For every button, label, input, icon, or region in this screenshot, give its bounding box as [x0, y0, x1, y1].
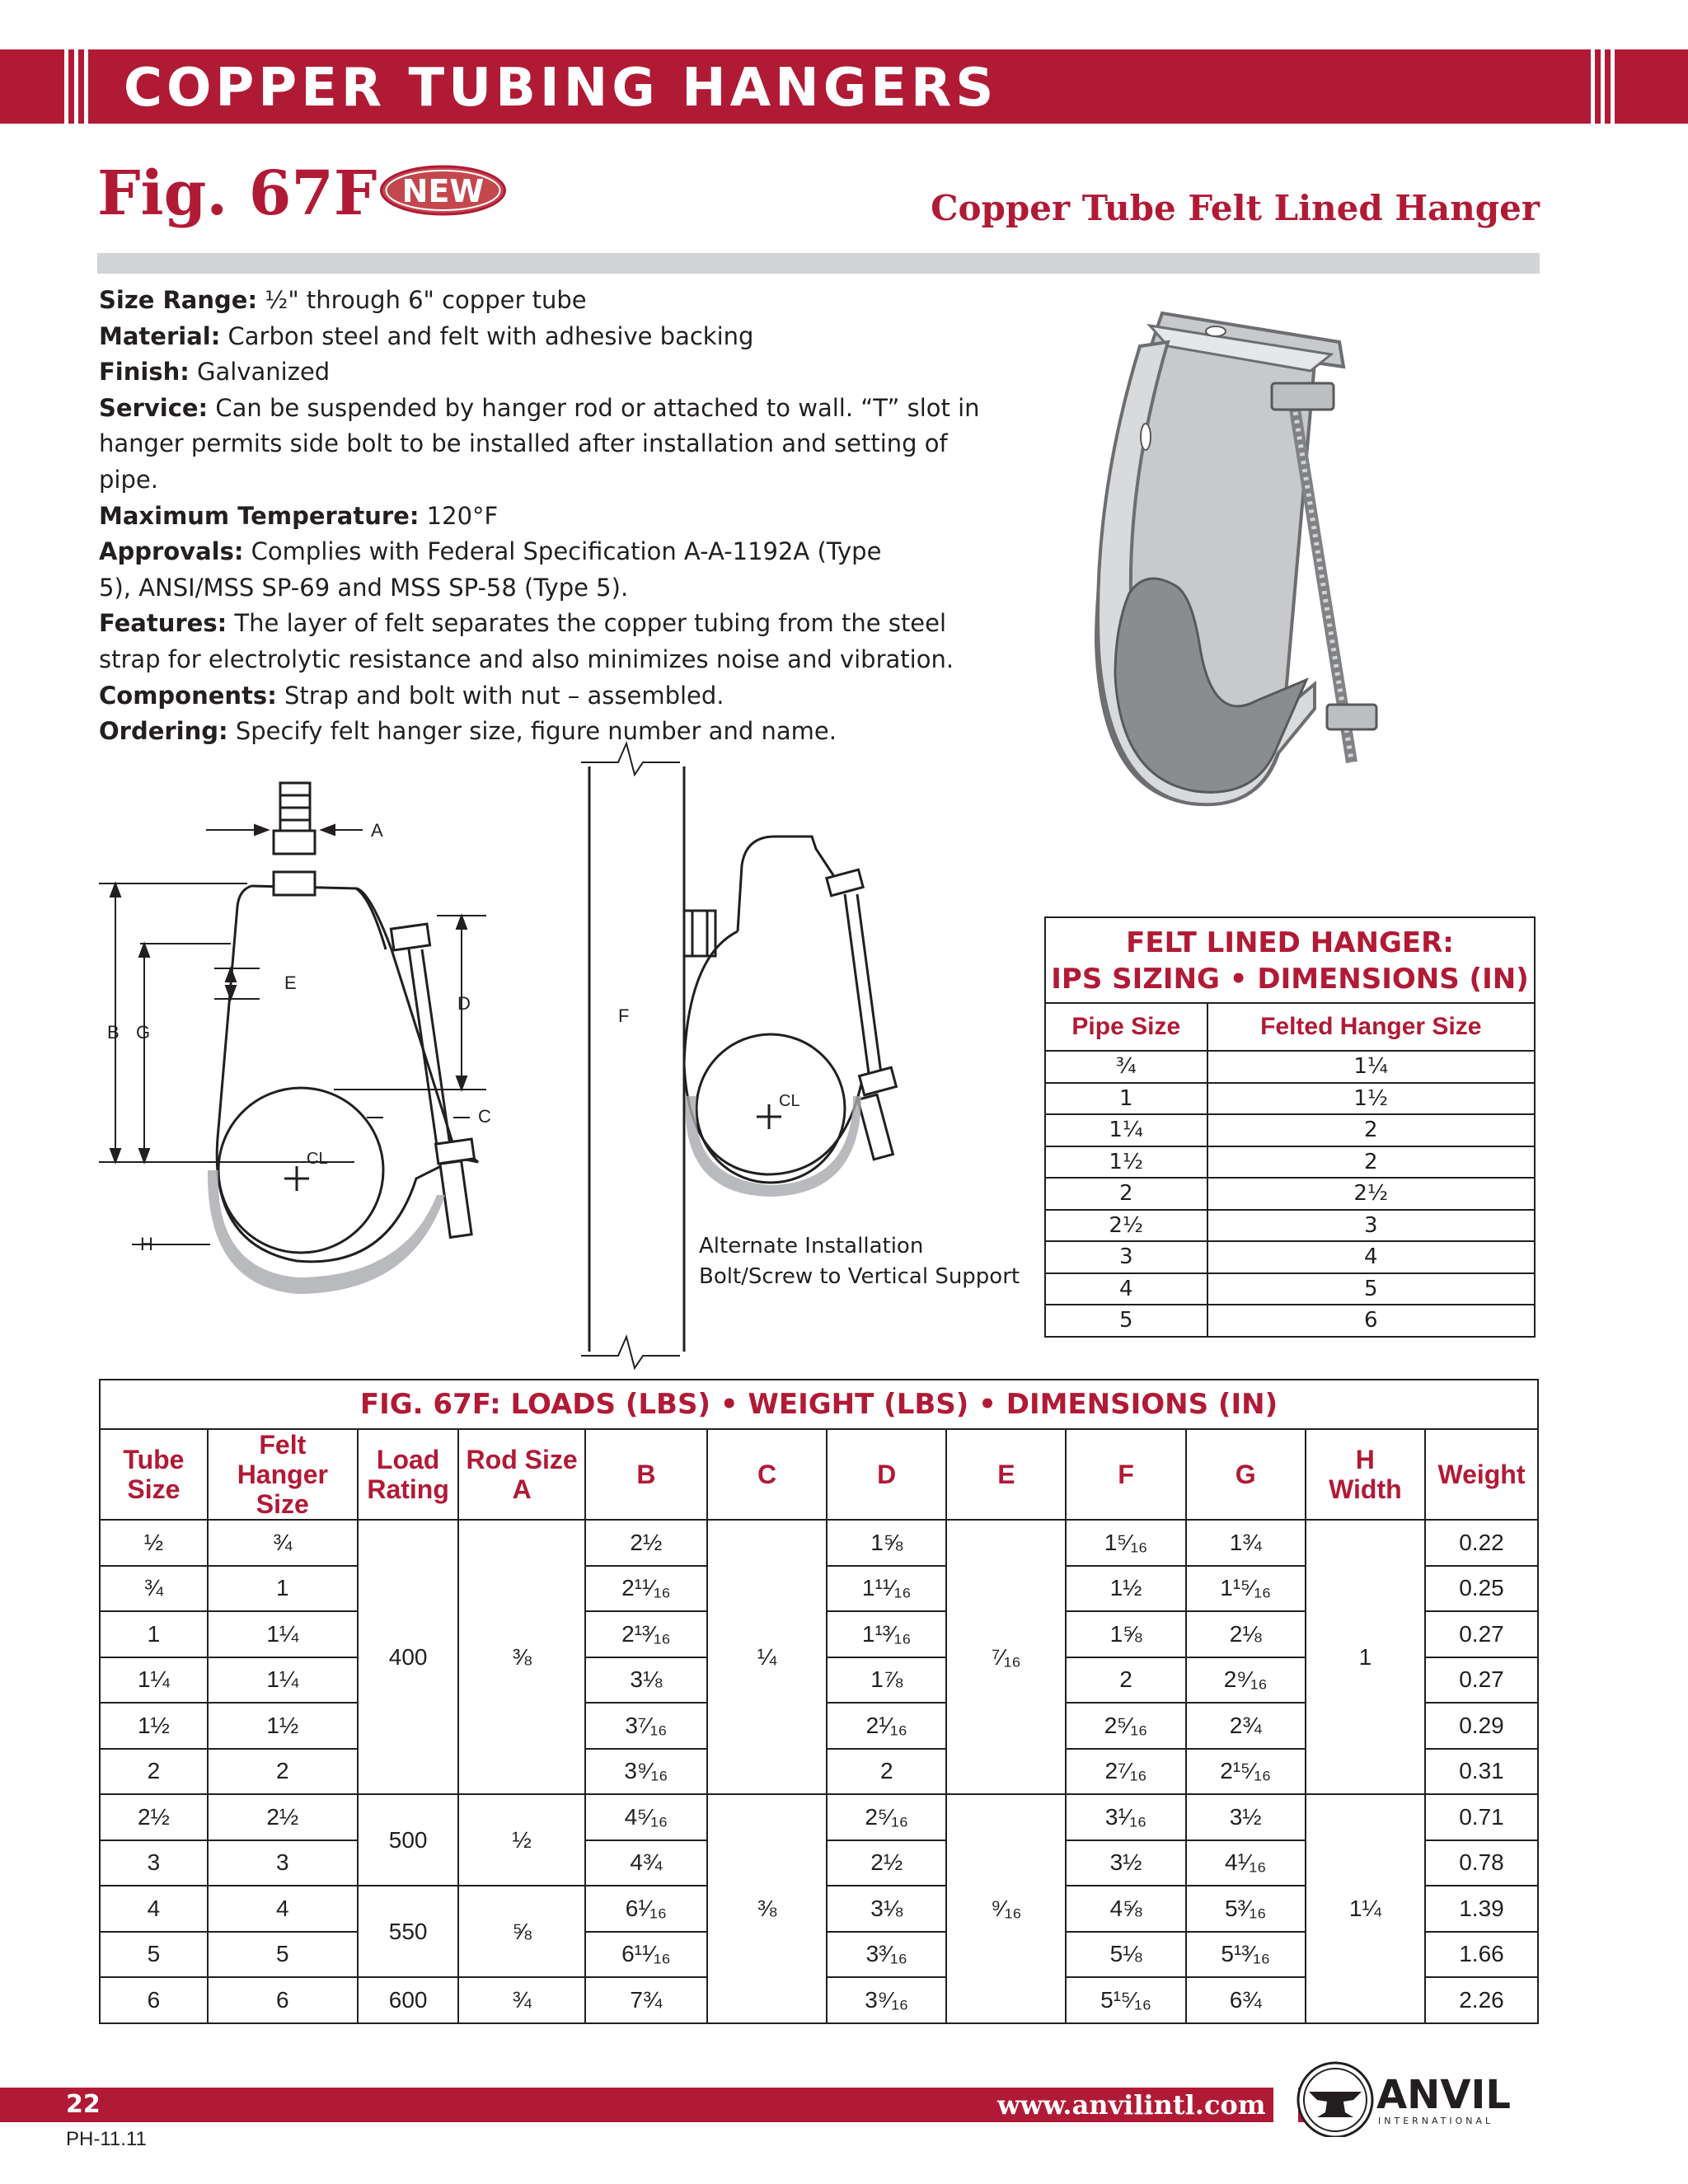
table-cell: 4¾ — [585, 1840, 707, 1886]
table-row — [1045, 1146, 1535, 1179]
centerline-label-alt: CL — [779, 1092, 800, 1110]
col-b: B — [585, 1429, 707, 1520]
dim-label-f: F — [618, 1005, 630, 1026]
table-cell: 1¹¹⁄₁₆ — [827, 1566, 946, 1612]
table-cell: 3½ — [1186, 1794, 1306, 1840]
table-cell: 1⁵⁄₁₆ — [1066, 1520, 1185, 1566]
spec-list — [99, 283, 1006, 750]
table-cell: 4¹⁄₁₆ — [1186, 1840, 1306, 1886]
new-badge — [379, 165, 507, 216]
table-cell: 6¾ — [1186, 1977, 1306, 2023]
table-cell: 400 — [358, 1520, 459, 1794]
page-number: 22 — [66, 2090, 101, 2119]
table-cell: 1.39 — [1425, 1886, 1538, 1932]
figure-number: Fig. 67F — [97, 158, 377, 229]
spec-max-temp: Maximum Temperature: 120°F — [99, 501, 499, 530]
spec-features: Features: The layer of felt separates the copper tubing from the steel strap for electrolytic resistance and also minimizes noise and vibration. — [99, 609, 954, 673]
table-cell: 4 — [1045, 1273, 1207, 1305]
table-cell: ½ — [458, 1794, 584, 1886]
col-d: D — [827, 1429, 946, 1520]
table-cell: 500 — [358, 1794, 459, 1886]
table-cell: 2½ — [585, 1520, 707, 1566]
dim-label-a: A — [371, 820, 383, 841]
table-cell: 2⁵⁄₁₆ — [1066, 1703, 1185, 1749]
table-cell: 2½ — [100, 1794, 208, 1840]
table-cell: 1¹³⁄₁₆ — [827, 1611, 946, 1657]
website-link[interactable]: www.anvilintl.com — [997, 2089, 1266, 2121]
dim-label-d: D — [457, 993, 471, 1014]
col-weight: Weight — [1425, 1429, 1538, 1520]
table-cell: 5 — [100, 1932, 208, 1978]
table-cell: 3 — [1207, 1210, 1535, 1242]
table-cell: 2¾ — [1186, 1703, 1306, 1749]
table-cell: 4 — [208, 1886, 358, 1932]
table-cell: ¾ — [458, 1977, 584, 2023]
table-cell: 1¹⁵⁄₁₆ — [1186, 1566, 1306, 1612]
spec-finish: Finish: Galvanized — [99, 358, 331, 387]
table-cell: 0.27 — [1425, 1611, 1538, 1657]
table-cell: 5 — [208, 1932, 358, 1978]
loads-dimensions-table — [99, 1379, 1539, 2024]
table-cell: 5 — [1207, 1273, 1535, 1305]
dim-label-c: C — [478, 1106, 491, 1127]
table-row — [100, 1794, 1538, 1840]
table-cell: 4⁵⁄₁₆ — [585, 1794, 707, 1840]
table-cell: 550 — [358, 1886, 459, 1977]
table-cell: ⅜ — [707, 1794, 827, 2023]
spec-ordering: Ordering: Specify felt hanger size, figure number and name. — [99, 717, 837, 746]
table-cell: ⁷⁄₁₆ — [946, 1520, 1066, 1794]
table-row — [1045, 1114, 1535, 1146]
anvil-logo — [1294, 2055, 1541, 2137]
table-cell: 6 — [1207, 1305, 1535, 1337]
technical-drawing — [82, 733, 1039, 1376]
table-cell: 1½ — [100, 1703, 208, 1749]
table-cell: 0.29 — [1425, 1703, 1538, 1749]
table-cell: 4⅝ — [1066, 1886, 1185, 1932]
banner-stripe — [84, 49, 88, 124]
table-cell: 5 — [1045, 1305, 1207, 1337]
table-cell: ½ — [100, 1520, 208, 1566]
table-cell: 2¹⁵⁄₁₆ — [1186, 1749, 1306, 1795]
table-cell: 2½ — [1207, 1178, 1535, 1210]
section-title: COPPER TUBING HANGERS — [124, 58, 998, 119]
table-cell: 3⁹⁄₁₆ — [585, 1749, 707, 1795]
table-cell: 2 — [1066, 1657, 1185, 1704]
table-row — [1045, 1241, 1535, 1273]
table-cell: 0.78 — [1425, 1840, 1538, 1886]
table-cell: 2⁹⁄₁₆ — [1186, 1657, 1306, 1704]
table-cell: 5⅛ — [1066, 1932, 1185, 1978]
table-cell: 1⅞ — [827, 1657, 946, 1704]
table-row — [1045, 1273, 1535, 1305]
table-cell: 1⅝ — [827, 1520, 946, 1566]
document-code: PH-11.11 — [66, 2128, 147, 2150]
table-cell: ¾ — [100, 1566, 208, 1612]
table-cell: 1¼ — [208, 1657, 358, 1704]
table-cell: 3³⁄₁₆ — [827, 1932, 946, 1978]
logo-subtext: INTERNATIONAL — [1378, 2116, 1494, 2126]
loads-table-title: FIG. 67F: LOADS (LBS) • WEIGHT (LBS) • DIMENSIONS (IN) — [100, 1380, 1538, 1429]
dim-label-h: H — [140, 1234, 153, 1254]
table-cell: 1½ — [1045, 1146, 1207, 1179]
table-cell: 2½ — [1045, 1210, 1207, 1242]
table-row — [1045, 1178, 1535, 1210]
table-cell: 3⁹⁄₁₆ — [827, 1977, 946, 2023]
table-cell: 1 — [1045, 1083, 1207, 1115]
table-cell: 1½ — [1066, 1566, 1185, 1612]
col-g: G — [1186, 1429, 1306, 1520]
table-cell: 0.31 — [1425, 1749, 1538, 1795]
col-felted-hanger-size: Felted Hanger Size — [1207, 1003, 1535, 1051]
table-cell: 2½ — [827, 1840, 946, 1886]
alt-install-caption-1: Alternate Installation — [699, 1234, 924, 1258]
table-cell: 2 — [1207, 1146, 1535, 1179]
table-cell: ¾ — [1045, 1051, 1207, 1083]
table-cell: 3⅛ — [827, 1886, 946, 1932]
table-cell: 1½ — [1207, 1083, 1535, 1115]
col-c: C — [707, 1429, 827, 1520]
table-cell: 1.66 — [1425, 1932, 1538, 1978]
table-cell: 2⅛ — [1186, 1611, 1306, 1657]
table-cell: 6 — [208, 1977, 358, 2023]
table-cell: 2¹⁄₁₆ — [827, 1703, 946, 1749]
table-cell: 3¹⁄₁₆ — [1066, 1794, 1185, 1840]
table-cell: 1½ — [208, 1703, 358, 1749]
table-cell: 6 — [100, 1977, 208, 2023]
table-cell: 1¼ — [208, 1611, 358, 1657]
table-cell: 1¼ — [1207, 1051, 1535, 1083]
col-pipe-size: Pipe Size — [1045, 1003, 1207, 1051]
spec-material: Material: Carbon steel and felt with adhesive backing — [99, 321, 754, 350]
table-cell: 2⁵⁄₁₆ — [827, 1794, 946, 1840]
table-cell: 0.25 — [1425, 1566, 1538, 1612]
title-rule — [97, 253, 1540, 274]
table-cell: 3½ — [1066, 1840, 1185, 1886]
table-cell: 3 — [208, 1840, 358, 1886]
spec-size-range: Size Range: ½" through 6" copper tube — [99, 286, 587, 314]
col-felt-hanger-size: Felt Hanger Size — [208, 1429, 358, 1520]
table-cell: 5¹⁵⁄₁₆ — [1066, 1977, 1185, 2023]
table-cell: ¾ — [208, 1520, 358, 1566]
product-photo — [1067, 297, 1479, 816]
col-e: E — [946, 1429, 1066, 1520]
table-cell: 2 — [1207, 1114, 1535, 1146]
col-f: F — [1066, 1429, 1185, 1520]
dim-label-e: E — [284, 972, 297, 993]
table-cell: 6¹⁄₁₆ — [585, 1886, 707, 1932]
table-cell: 3⁷⁄₁₆ — [585, 1703, 707, 1749]
banner-stripe — [74, 49, 78, 124]
table-cell: 2 — [1045, 1178, 1207, 1210]
table-cell: 2 — [208, 1749, 358, 1795]
table-cell: 2½ — [208, 1794, 358, 1840]
col-h-width: H Width — [1306, 1429, 1425, 1520]
table-row — [1045, 1083, 1535, 1115]
table-cell: 1 — [1306, 1520, 1425, 1794]
table-cell: 2 — [827, 1749, 946, 1795]
table-cell: 2¹¹⁄₁₆ — [585, 1566, 707, 1612]
table-cell: 1¼ — [100, 1657, 208, 1704]
banner-stripe — [64, 49, 68, 124]
table-cell: 2 — [100, 1749, 208, 1795]
table-cell: 1¼ — [1306, 1794, 1425, 2023]
col-rod-size: Rod Size A — [458, 1429, 584, 1520]
product-name: Copper Tube Felt Lined Hanger — [931, 188, 1540, 228]
table-cell: 1⅝ — [1066, 1611, 1185, 1657]
table-cell: 0.71 — [1425, 1794, 1538, 1840]
table-cell: 2⁷⁄₁₆ — [1066, 1749, 1185, 1795]
new-badge-label: NEW — [401, 173, 485, 209]
table-cell: ⅝ — [458, 1886, 584, 1977]
table-row — [100, 1520, 1538, 1566]
centerline-label: CL — [307, 1150, 328, 1168]
table-row — [1045, 1210, 1535, 1242]
dim-label-g: G — [136, 1022, 151, 1043]
table-cell: 3⅛ — [585, 1657, 707, 1704]
ips-sizing-table — [1044, 916, 1536, 1338]
col-load-rating: Load Rating — [358, 1429, 459, 1520]
spec-service: Service: Can be suspended by hanger rod or attached to wall. “T” slot in hanger permits side bolt to be installed after installation and setting of pipe. — [99, 393, 980, 494]
banner-stripe — [1591, 49, 1595, 124]
table-row — [1045, 1305, 1535, 1337]
table-cell: 1 — [208, 1566, 358, 1612]
table-cell: 4 — [1207, 1241, 1535, 1273]
table-cell: 2¹³⁄₁₆ — [585, 1611, 707, 1657]
table-cell: 2.26 — [1425, 1977, 1538, 2023]
spec-approvals: Approvals: Complies with Federal Specification A-A-1192A (Type 5), ANSI/MSS SP-69 and MSS SP-58 (Type 5). — [99, 537, 882, 602]
table-cell: ⅜ — [458, 1520, 584, 1794]
table-cell: 3 — [1045, 1241, 1207, 1273]
table-cell: 5³⁄₁₆ — [1186, 1886, 1306, 1932]
table-cell: 6¹¹⁄₁₆ — [585, 1932, 707, 1978]
table-cell: 0.27 — [1425, 1657, 1538, 1704]
table-cell: 0.22 — [1425, 1520, 1538, 1566]
table-cell: ¼ — [707, 1520, 827, 1794]
logo-wordmark: ANVIL — [1376, 2072, 1511, 2118]
table-cell: ⁹⁄₁₆ — [946, 1794, 1066, 2023]
spec-components: Components: Strap and bolt with nut – assembled. — [99, 681, 724, 710]
table-cell: 1¼ — [1045, 1114, 1207, 1146]
table-cell: 1¾ — [1186, 1520, 1306, 1566]
ips-table-title: FELT LINED HANGER: IPS SIZING • DIMENSIONS (IN) — [1045, 917, 1535, 1003]
table-row — [1045, 1051, 1535, 1083]
banner-stripe — [1601, 49, 1605, 124]
table-cell: 3 — [100, 1840, 208, 1886]
alt-install-caption-2: Bolt/Screw to Vertical Support — [699, 1264, 1020, 1289]
dim-label-b: B — [107, 1022, 120, 1043]
table-cell: 4 — [100, 1886, 208, 1932]
table-cell: 7¾ — [585, 1977, 707, 2023]
table-cell: 600 — [358, 1977, 459, 2023]
table-cell: 5¹³⁄₁₆ — [1186, 1932, 1306, 1978]
banner-stripe — [1611, 49, 1615, 124]
table-cell: 1 — [100, 1611, 208, 1657]
col-tube-size: Tube Size — [100, 1429, 208, 1520]
